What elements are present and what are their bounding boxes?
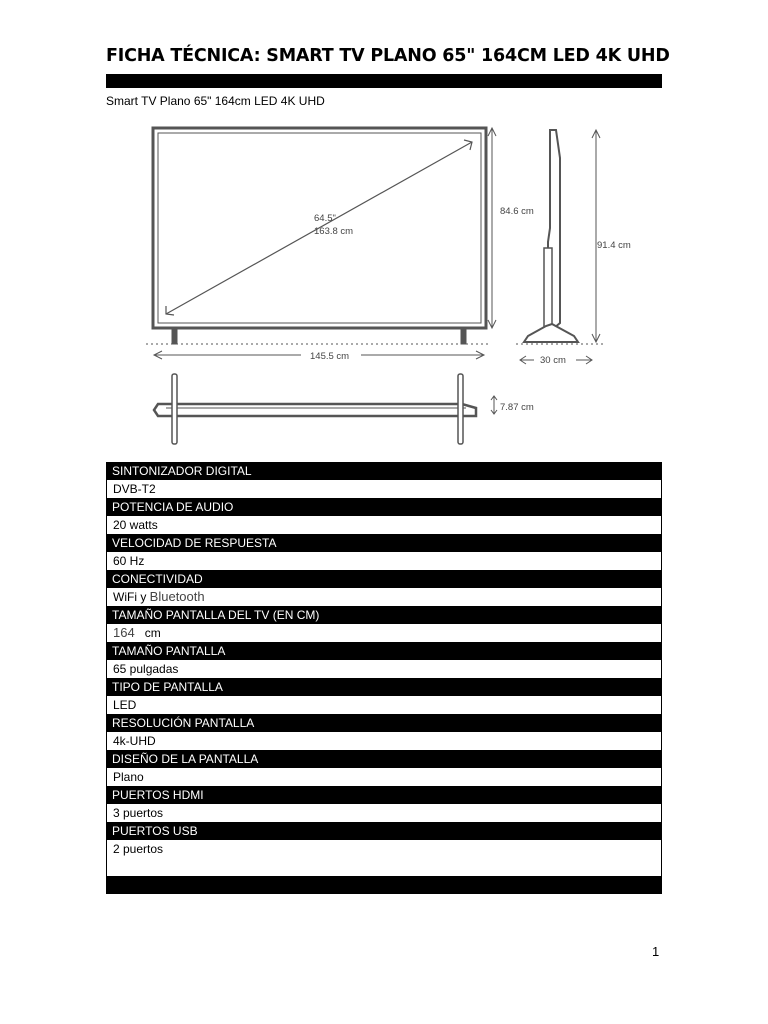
- empty-row: [106, 858, 662, 876]
- title-underline-bar: [106, 74, 662, 88]
- spec-label: TAMAÑO PANTALLA: [106, 642, 662, 660]
- spec-value: 4k-UHD: [106, 732, 662, 750]
- spec-value: cm: [144, 626, 161, 640]
- spec-value-row: [106, 624, 662, 642]
- spec-table: [106, 462, 662, 894]
- diagonal-cm-label: 163.8 cm: [314, 226, 354, 237]
- depth-label: 30 cm: [540, 355, 566, 366]
- spec-value-extra: Bluetooth: [149, 589, 205, 604]
- spec-label: TIPO DE PANTALLA: [106, 678, 662, 696]
- spec-label: DISEÑO DE LA PANTALLA: [106, 750, 662, 768]
- spec-label: PUERTOS HDMI: [106, 786, 662, 804]
- spec-value: 60 Hz: [106, 552, 662, 570]
- spec-value-row: [106, 588, 662, 606]
- spec-label: TAMAÑO PANTALLA DEL TV (EN CM): [106, 606, 662, 624]
- width-label: 145.5 cm: [310, 351, 350, 362]
- spec-value: 3 puertos: [106, 804, 662, 822]
- page-number: 1: [652, 944, 660, 959]
- spec-label: PUERTOS USB: [106, 822, 662, 840]
- spec-label: SINTONIZADOR DIGITAL: [106, 462, 662, 480]
- spec-value: DVB-T2: [106, 480, 662, 498]
- spec-label: VELOCIDAD DE RESPUESTA: [106, 534, 662, 552]
- panel-height-label: 84.6 cm: [500, 206, 534, 217]
- document-subtitle: Smart TV Plano 65" 164cm LED 4K UHD: [106, 94, 325, 108]
- page-title: FICHA TÉCNICA: SMART TV PLANO 65" 164CM LED 4K UHD: [106, 46, 670, 66]
- spec-value-number: 164: [113, 625, 135, 640]
- diagonal-inches-label: 64.5": [314, 213, 336, 224]
- spec-value: 20 watts: [106, 516, 662, 534]
- tv-right-leg: [461, 328, 466, 344]
- spec-label: RESOLUCIÓN PANTALLA: [106, 714, 662, 732]
- tv-top-view: [154, 404, 476, 416]
- spec-value: WiFi y: [113, 590, 147, 604]
- spec-label: POTENCIA DE AUDIO: [106, 498, 662, 516]
- tv-left-leg: [172, 328, 177, 344]
- spec-value: Plano: [106, 768, 662, 786]
- thickness-label: 7.87 cm: [500, 402, 534, 413]
- total-height-label: 91.4 cm: [597, 240, 631, 251]
- empty-label-row: [106, 876, 662, 894]
- spec-value: LED: [106, 696, 662, 714]
- spec-value: 65 pulgadas: [106, 660, 662, 678]
- tv-side-stand: [524, 324, 578, 342]
- spec-label: CONECTIVIDAD: [106, 570, 662, 588]
- tv-dimension-diagram: [106, 118, 662, 450]
- spec-value: 2 puertos: [106, 840, 662, 858]
